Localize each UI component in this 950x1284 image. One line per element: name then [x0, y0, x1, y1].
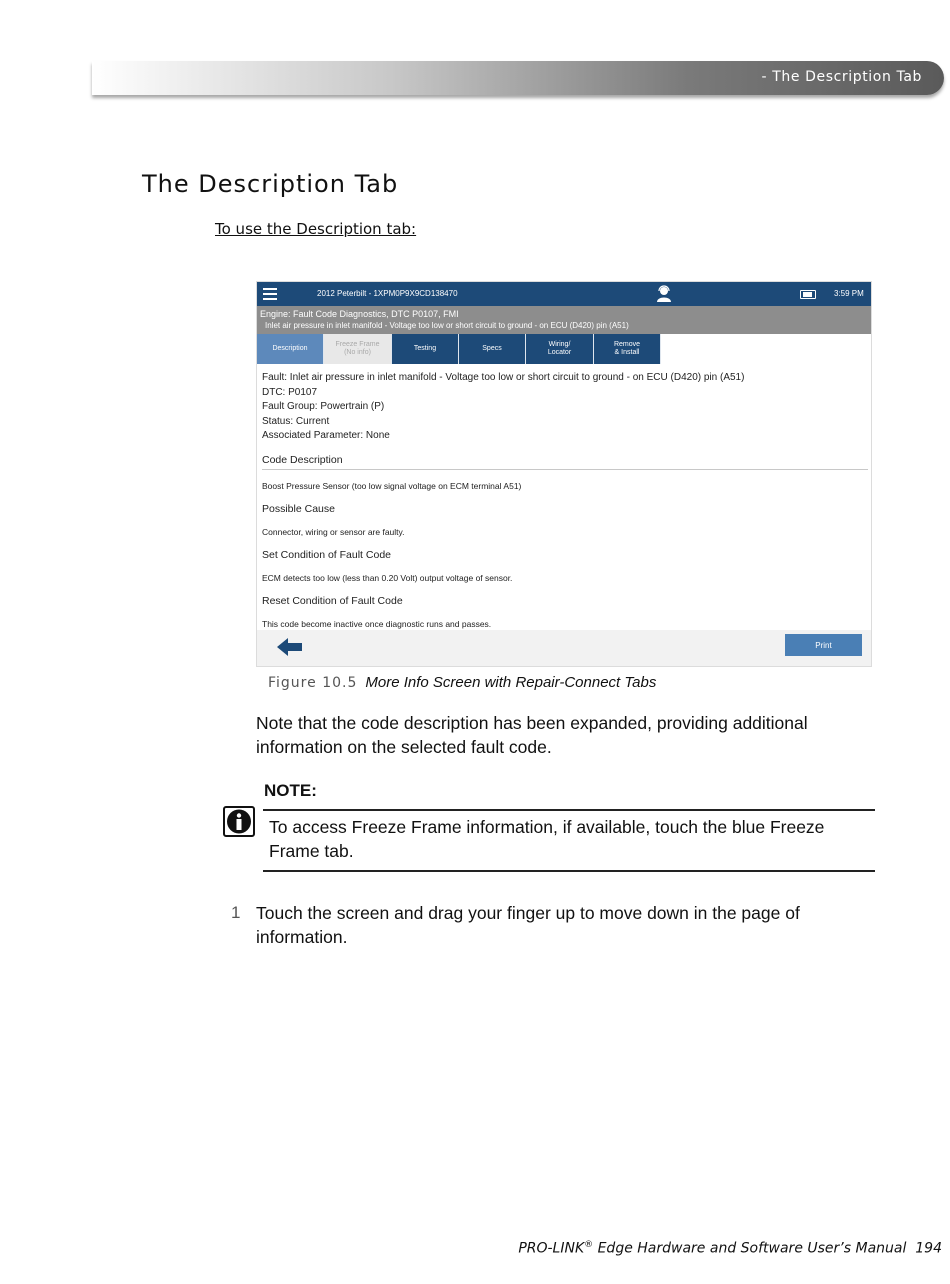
battery-icon [800, 290, 816, 299]
footer-title: Edge Hardware and Software User’s Manual [593, 1240, 907, 1257]
code-description-text: Boost Pressure Sensor (too low signal voltage on ECM terminal A51) [262, 481, 522, 491]
fault-group-line: Fault Group: Powertrain (P) [262, 401, 385, 412]
possible-cause-text: Connector, wiring or sensor are faulty. [262, 527, 405, 537]
note-text: To access Freeze Frame information, if available, touch the blue Freeze Frame tab. [269, 817, 825, 861]
reset-condition-text: This code become inactive once diagnostic runs and passes. [262, 619, 492, 629]
note-rule-top [263, 809, 875, 811]
back-arrow-icon[interactable] [275, 636, 305, 658]
tab-remove-install[interactable] [594, 334, 661, 364]
fault-info [262, 372, 866, 445]
step-text: Touch the screen and drag your finger up to move down in the page of information. [256, 903, 800, 947]
screen-title: Engine: Fault Code Diagnostics, DTC P0107, FMI [260, 309, 459, 319]
figure-number: Figure 10.5 [268, 675, 358, 691]
vehicle-label: 2012 Peterbilt - 1XPM0P9X9CD138470 [317, 289, 458, 298]
page-footer [518, 1240, 942, 1257]
footer-registered: ® [584, 1240, 594, 1250]
tab-testing[interactable] [392, 334, 459, 364]
possible-cause-heading: Possible Cause [262, 503, 335, 515]
dtc-line: DTC: P0107 [262, 386, 318, 398]
clock: 3:59 PM [834, 289, 864, 298]
footer-brand: PRO-LINK [518, 1240, 585, 1257]
tab-specs-label: Specs [482, 344, 502, 352]
code-description-heading: Code Description [262, 454, 343, 466]
tab-description[interactable] [257, 334, 324, 364]
device-screenshot [256, 281, 872, 667]
screen-status-bar [257, 282, 871, 306]
associated-parameter-line: Associated Parameter: None [262, 430, 390, 441]
tab-specs[interactable] [459, 334, 526, 364]
figure-caption-text: More Info Screen with Repair-Connect Tabs [365, 674, 657, 691]
tab-wiring-locator[interactable] [526, 334, 594, 364]
fault-line: Fault: Inlet air pressure in inlet manifold - Voltage too low or short circuit to ground - on ECU (D420) pin (A51) [262, 372, 745, 383]
tab-locator-label: Locator [547, 349, 572, 356]
tab-remove-label: Remove [613, 340, 641, 348]
screen-title-bar [257, 306, 871, 334]
tab-description-label: Description [272, 344, 308, 352]
print-button[interactable]: Print [785, 634, 862, 656]
info-icon [223, 806, 255, 837]
tab-testing-label: Testing [413, 344, 437, 352]
header-banner [92, 61, 944, 95]
tab-freeze-frame[interactable] [324, 334, 392, 364]
tab-wiring-label: Wiring/ [548, 340, 571, 348]
instruction-heading: To use the Description tab: [215, 220, 417, 238]
note-rule-bottom [263, 870, 875, 872]
tab-freeze-frame-label: Freeze Frame [335, 340, 380, 348]
divider [262, 469, 868, 470]
repair-connect-tabs [257, 334, 871, 364]
reset-condition-heading: Reset Condition of Fault Code [262, 595, 403, 607]
step-number: 1 [231, 903, 241, 922]
note-label: NOTE: [264, 781, 317, 800]
section-tab-label: - The Description Tab [761, 69, 922, 85]
hamburger-menu-icon[interactable] [263, 288, 277, 300]
tab-install-label: & Install [614, 349, 640, 356]
screen-action-bar [257, 630, 871, 667]
support-agent-icon[interactable] [655, 284, 673, 302]
page-title: The Description Tab [142, 170, 399, 198]
screen-subtitle: Inlet air pressure in inlet manifold - Voltage too low or short circuit to ground - on ECU (D420) pin (A51) [265, 321, 629, 330]
tab-freeze-frame-sublabel: (No info) [344, 349, 371, 356]
set-condition-heading: Set Condition of Fault Code [262, 549, 391, 561]
figure-caption [268, 674, 656, 691]
body-paragraph: Note that the code description has been expanded, providing additional information on the selected fault code. [256, 713, 808, 757]
set-condition-text: ECM detects too low (less than 0.20 Volt) output voltage of sensor. [262, 573, 513, 583]
status-line: Status: Current [262, 415, 330, 427]
page-number: 194 [915, 1240, 942, 1257]
